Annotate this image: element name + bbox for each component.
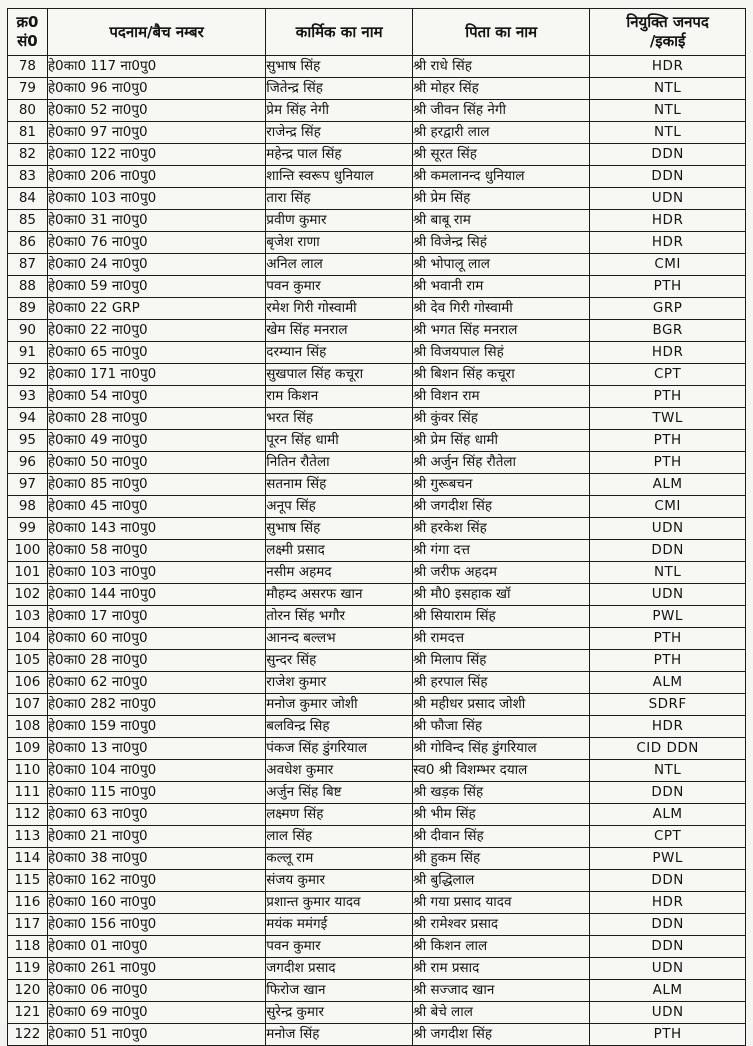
cell-father-name: श्री हुकम सिंह — [413, 848, 590, 870]
table-row — [8, 474, 746, 496]
cell-designation: हे0का0 85 ना0पु0 — [47, 474, 265, 496]
cell-father-name: श्री राधे सिंह — [413, 56, 590, 78]
cell-father-name: श्री सज्जाद खान — [413, 980, 590, 1002]
cell-serial-number: 89 — [8, 298, 48, 320]
cell-designation: हे0का0 144 ना0पु0 — [47, 584, 265, 606]
table-row — [8, 408, 746, 430]
cell-father-name: श्री जगदीश सिंह — [413, 1024, 590, 1046]
cell-designation: हे0का0 103 ना0पु0 — [47, 562, 265, 584]
cell-designation: हे0का0 206 ना0पु0 — [47, 166, 265, 188]
cell-posting-unit: ALM — [590, 672, 746, 694]
cell-serial-number: 120 — [8, 980, 48, 1002]
cell-posting-unit: CPT — [590, 364, 746, 386]
cell-serial-number: 90 — [8, 320, 48, 342]
cell-father-name: श्री सियाराम सिंह — [413, 606, 590, 628]
cell-posting-unit: CMI — [590, 496, 746, 518]
cell-serial-number: 107 — [8, 694, 48, 716]
table-row — [8, 452, 746, 474]
cell-father-name: श्री अर्जुन सिंह रौतेला — [413, 452, 590, 474]
table-row — [8, 166, 746, 188]
cell-personnel-name: मनोज सिंह — [266, 1024, 413, 1046]
cell-personnel-name: सतनाम सिंह — [266, 474, 413, 496]
cell-designation: हे0का0 58 ना0पु0 — [47, 540, 265, 562]
cell-serial-number: 82 — [8, 144, 48, 166]
cell-designation: हे0का0 31 ना0पु0 — [47, 210, 265, 232]
cell-father-name: श्री विजेन्द्र सिहं — [413, 232, 590, 254]
table-body — [8, 56, 746, 1046]
table-row — [8, 210, 746, 232]
table-row — [8, 276, 746, 298]
cell-personnel-name: प्रशान्त कुमार यादव — [266, 892, 413, 914]
cell-father-name: श्री हरपाल सिंह — [413, 672, 590, 694]
cell-serial-number: 121 — [8, 1002, 48, 1024]
cell-serial-number: 80 — [8, 100, 48, 122]
cell-father-name: श्री मोहर सिंह — [413, 78, 590, 100]
col-header-posting-district-unit — [590, 9, 746, 56]
cell-personnel-name: अवधेश कुमार — [266, 760, 413, 782]
cell-posting-unit: CID DDN — [590, 738, 746, 760]
cell-serial-number: 100 — [8, 540, 48, 562]
cell-posting-unit: HDR — [590, 716, 746, 738]
cell-personnel-name: प्रेम सिंह नेगी — [266, 100, 413, 122]
cell-posting-unit: ALM — [590, 804, 746, 826]
cell-serial-number: 104 — [8, 628, 48, 650]
cell-designation: हे0का0 104 ना0पु0 — [47, 760, 265, 782]
header-row — [8, 9, 746, 56]
table-row — [8, 78, 746, 100]
table-row — [8, 562, 746, 584]
table-row — [8, 1024, 746, 1046]
cell-designation: हे0का0 96 ना0पु0 — [47, 78, 265, 100]
cell-father-name: श्री जीवन सिंह नेगी — [413, 100, 590, 122]
table-row — [8, 892, 746, 914]
table-row — [8, 342, 746, 364]
cell-designation: हे0का0 160 ना0पु0 — [47, 892, 265, 914]
cell-posting-unit: UDN — [590, 518, 746, 540]
cell-personnel-name: पवन कुमार — [266, 276, 413, 298]
cell-posting-unit: CMI — [590, 254, 746, 276]
cell-father-name: श्री रामदत्त — [413, 628, 590, 650]
cell-posting-unit: PTH — [590, 276, 746, 298]
cell-posting-unit: PWL — [590, 606, 746, 628]
table-row — [8, 496, 746, 518]
cell-serial-number: 92 — [8, 364, 48, 386]
cell-personnel-name: जितेन्द्र सिंह — [266, 78, 413, 100]
cell-serial-number: 87 — [8, 254, 48, 276]
cell-personnel-name: पूरन सिंह धामी — [266, 430, 413, 452]
cell-designation: हे0का0 143 ना0पु0 — [47, 518, 265, 540]
cell-serial-number: 84 — [8, 188, 48, 210]
cell-posting-unit: NTL — [590, 78, 746, 100]
cell-personnel-name: लक्ष्मी प्रसाद — [266, 540, 413, 562]
cell-designation: हे0का0 69 ना0पु0 — [47, 1002, 265, 1024]
cell-designation: हे0का0 06 ना0पु0 — [47, 980, 265, 1002]
cell-posting-unit: NTL — [590, 562, 746, 584]
cell-father-name: श्री गुरूबचन — [413, 474, 590, 496]
cell-posting-unit: BGR — [590, 320, 746, 342]
cell-father-name: श्री महीधर प्रसाद जोशी — [413, 694, 590, 716]
cell-personnel-name: मनोज कुमार जोशी — [266, 694, 413, 716]
cell-posting-unit: UDN — [590, 958, 746, 980]
table-row — [8, 144, 746, 166]
cell-designation: हे0का0 171 ना0पु0 — [47, 364, 265, 386]
cell-posting-unit: DDN — [590, 782, 746, 804]
cell-posting-unit: PWL — [590, 848, 746, 870]
table-row — [8, 870, 746, 892]
table-row — [8, 540, 746, 562]
cell-posting-unit: UDN — [590, 1002, 746, 1024]
cell-posting-unit: PTH — [590, 628, 746, 650]
cell-father-name: श्री किशन लाल — [413, 936, 590, 958]
table-row — [8, 980, 746, 1002]
cell-posting-unit: DDN — [590, 914, 746, 936]
cell-serial-number: 105 — [8, 650, 48, 672]
cell-serial-number: 79 — [8, 78, 48, 100]
table-row — [8, 56, 746, 78]
cell-father-name: श्री गंगा दत्त — [413, 540, 590, 562]
cell-father-name: श्री मिलाप सिंह — [413, 650, 590, 672]
table-row — [8, 650, 746, 672]
cell-personnel-name: मौहम्द असरफ खान — [266, 584, 413, 606]
cell-father-name: श्री भवानी राम — [413, 276, 590, 298]
cell-designation: हे0का0 103 ना0पु0 — [47, 188, 265, 210]
cell-posting-unit: NTL — [590, 760, 746, 782]
col-header-personnel-name: कार्मिक का नाम — [266, 9, 413, 56]
cell-serial-number: 98 — [8, 496, 48, 518]
cell-designation: हे0का0 60 ना0पु0 — [47, 628, 265, 650]
cell-serial-number: 88 — [8, 276, 48, 298]
cell-personnel-name: सुखपाल सिंह कचूरा — [266, 364, 413, 386]
cell-father-name: श्री बुद्धिलाल — [413, 870, 590, 892]
cell-posting-unit: DDN — [590, 166, 746, 188]
cell-posting-unit: PTH — [590, 650, 746, 672]
cell-serial-number: 114 — [8, 848, 48, 870]
serial-header-line1: क्र0 — [16, 13, 39, 32]
table-row — [8, 254, 746, 276]
cell-personnel-name: नसीम अहमद — [266, 562, 413, 584]
cell-posting-unit: ALM — [590, 980, 746, 1002]
cell-designation: हे0का0 97 ना0पु0 — [47, 122, 265, 144]
cell-serial-number: 83 — [8, 166, 48, 188]
cell-posting-unit: CPT — [590, 826, 746, 848]
table-row — [8, 760, 746, 782]
cell-father-name: श्री सूरत सिंह — [413, 144, 590, 166]
cell-serial-number: 91 — [8, 342, 48, 364]
table-row — [8, 694, 746, 716]
cell-personnel-name: लक्ष्मण सिंह — [266, 804, 413, 826]
cell-father-name: श्री जगदीश सिंह — [413, 496, 590, 518]
cell-father-name: श्री हरकेश सिंह — [413, 518, 590, 540]
table-row — [8, 122, 746, 144]
cell-designation: हे0का0 65 ना0पु0 — [47, 342, 265, 364]
cell-serial-number: 108 — [8, 716, 48, 738]
cell-personnel-name: महेन्द्र पाल सिंह — [266, 144, 413, 166]
cell-posting-unit: DDN — [590, 144, 746, 166]
cell-posting-unit: NTL — [590, 122, 746, 144]
cell-designation: हे0का0 51 ना0पु0 — [47, 1024, 265, 1046]
serial-header-line2: सं0 — [17, 32, 38, 50]
cell-father-name: स्व0 श्री विशम्भर दयाल — [413, 760, 590, 782]
cell-personnel-name: पंकज सिंह डुंगरियाल — [266, 738, 413, 760]
cell-designation: हे0का0 38 ना0पु0 — [47, 848, 265, 870]
cell-posting-unit: GRP — [590, 298, 746, 320]
cell-designation: हे0का0 54 ना0पु0 — [47, 386, 265, 408]
cell-serial-number: 101 — [8, 562, 48, 584]
table-row — [8, 914, 746, 936]
cell-father-name: श्री बेचे लाल — [413, 1002, 590, 1024]
table-row — [8, 430, 746, 452]
cell-father-name: श्री राम प्रसाद — [413, 958, 590, 980]
cell-personnel-name: सुभाष सिंह — [266, 518, 413, 540]
cell-serial-number: 116 — [8, 892, 48, 914]
cell-designation: हे0का0 52 ना0पु0 — [47, 100, 265, 122]
cell-serial-number: 103 — [8, 606, 48, 628]
cell-posting-unit: UDN — [590, 584, 746, 606]
cell-father-name: श्री बिशन सिंह कचूरा — [413, 364, 590, 386]
cell-designation: हे0का0 159 ना0पु0 — [47, 716, 265, 738]
cell-posting-unit: HDR — [590, 342, 746, 364]
cell-designation: हे0का0 01 ना0पु0 — [47, 936, 265, 958]
cell-serial-number: 117 — [8, 914, 48, 936]
cell-personnel-name: शान्ति स्वरूप धुनियाल — [266, 166, 413, 188]
table-row — [8, 738, 746, 760]
cell-designation: हे0का0 22 GRP — [47, 298, 265, 320]
cell-designation: हे0का0 76 ना0पु0 — [47, 232, 265, 254]
cell-serial-number: 96 — [8, 452, 48, 474]
cell-designation: हे0का0 261 ना0पु0 — [47, 958, 265, 980]
unit-header-line2: /इकाई — [649, 32, 686, 50]
cell-personnel-name: भरत सिंह — [266, 408, 413, 430]
cell-serial-number: 86 — [8, 232, 48, 254]
cell-personnel-name: नितिन रौतेला — [266, 452, 413, 474]
cell-serial-number: 85 — [8, 210, 48, 232]
cell-father-name: श्री भीम सिंह — [413, 804, 590, 826]
col-header-serial-number — [8, 9, 48, 56]
cell-father-name: श्री खड़क सिंह — [413, 782, 590, 804]
cell-father-name: श्री प्रेम सिंह — [413, 188, 590, 210]
cell-personnel-name: सुभाष सिंह — [266, 56, 413, 78]
cell-serial-number: 109 — [8, 738, 48, 760]
cell-father-name: श्री भोपालू लाल — [413, 254, 590, 276]
cell-father-name: श्री फौजा सिंह — [413, 716, 590, 738]
cell-posting-unit: PTH — [590, 452, 746, 474]
cell-personnel-name: कल्लू राम — [266, 848, 413, 870]
cell-designation: हे0का0 117 ना0पु0 — [47, 56, 265, 78]
cell-serial-number: 78 — [8, 56, 48, 78]
cell-father-name: श्री कमलानन्द धुनियाल — [413, 166, 590, 188]
cell-father-name: श्री कुंवर सिंह — [413, 408, 590, 430]
cell-posting-unit: DDN — [590, 540, 746, 562]
table-row — [8, 100, 746, 122]
cell-designation: हे0का0 13 ना0पु0 — [47, 738, 265, 760]
table-row — [8, 804, 746, 826]
cell-serial-number: 115 — [8, 870, 48, 892]
cell-designation: हे0का0 162 ना0पु0 — [47, 870, 265, 892]
table-row — [8, 826, 746, 848]
cell-posting-unit: HDR — [590, 892, 746, 914]
cell-designation: हे0का0 17 ना0पु0 — [47, 606, 265, 628]
cell-serial-number: 94 — [8, 408, 48, 430]
table-row — [8, 518, 746, 540]
table-row — [8, 936, 746, 958]
cell-posting-unit: PTH — [590, 430, 746, 452]
cell-serial-number: 95 — [8, 430, 48, 452]
cell-personnel-name: बृजेश राणा — [266, 232, 413, 254]
table-row — [8, 188, 746, 210]
table-row — [8, 606, 746, 628]
table-row — [8, 320, 746, 342]
cell-designation: हे0का0 50 ना0पु0 — [47, 452, 265, 474]
cell-personnel-name: प्रवीण कुमार — [266, 210, 413, 232]
cell-designation: हे0का0 24 ना0पु0 — [47, 254, 265, 276]
cell-serial-number: 110 — [8, 760, 48, 782]
cell-personnel-name: आनन्द बल्लभ — [266, 628, 413, 650]
cell-designation: हे0का0 45 ना0पु0 — [47, 496, 265, 518]
cell-personnel-name: पवन कुमार — [266, 936, 413, 958]
cell-father-name: श्री हरद्वारी लाल — [413, 122, 590, 144]
cell-personnel-name: खेम सिंह मनराल — [266, 320, 413, 342]
unit-header-line1: नियुक्ति जनपद — [626, 13, 709, 32]
table-row — [8, 298, 746, 320]
cell-serial-number: 102 — [8, 584, 48, 606]
cell-serial-number: 122 — [8, 1024, 48, 1046]
cell-father-name: श्री भगत सिंह मनराल — [413, 320, 590, 342]
cell-personnel-name: राजेश कुमार — [266, 672, 413, 694]
cell-designation: हे0का0 49 ना0पु0 — [47, 430, 265, 452]
cell-designation: हे0का0 115 ना0पु0 — [47, 782, 265, 804]
cell-serial-number: 112 — [8, 804, 48, 826]
cell-designation: हे0का0 282 ना0पु0 — [47, 694, 265, 716]
cell-designation: हे0का0 156 ना0पु0 — [47, 914, 265, 936]
cell-designation: हे0का0 59 ना0पु0 — [47, 276, 265, 298]
cell-designation: हे0का0 62 ना0पु0 — [47, 672, 265, 694]
cell-posting-unit: PTH — [590, 386, 746, 408]
cell-posting-unit: HDR — [590, 210, 746, 232]
cell-father-name: श्री दीवान सिंह — [413, 826, 590, 848]
cell-personnel-name: सुरेन्द्र कुमार — [266, 1002, 413, 1024]
cell-personnel-name: अनिल लाल — [266, 254, 413, 276]
cell-personnel-name: फिरोज खान — [266, 980, 413, 1002]
table-row — [8, 628, 746, 650]
cell-serial-number: 113 — [8, 826, 48, 848]
table-row — [8, 716, 746, 738]
cell-posting-unit: PTH — [590, 1024, 746, 1046]
cell-designation: हे0का0 22 ना0पु0 — [47, 320, 265, 342]
cell-personnel-name: तारा सिंह — [266, 188, 413, 210]
table-row — [8, 672, 746, 694]
table-row — [8, 848, 746, 870]
table-row — [8, 232, 746, 254]
cell-posting-unit: ALM — [590, 474, 746, 496]
cell-serial-number: 106 — [8, 672, 48, 694]
table-row — [8, 364, 746, 386]
cell-designation: हे0का0 28 ना0पु0 — [47, 650, 265, 672]
cell-serial-number: 97 — [8, 474, 48, 496]
cell-personnel-name: तोरन सिंह भगौर — [266, 606, 413, 628]
cell-posting-unit: UDN — [590, 188, 746, 210]
cell-father-name: श्री विशन राम — [413, 386, 590, 408]
cell-posting-unit: TWL — [590, 408, 746, 430]
cell-father-name: श्री देव गिरी गोस्वामी — [413, 298, 590, 320]
cell-personnel-name: दरम्यान सिंह — [266, 342, 413, 364]
cell-posting-unit: DDN — [590, 870, 746, 892]
cell-father-name: श्री रामेश्वर प्रसाद — [413, 914, 590, 936]
cell-designation: हे0का0 63 ना0पु0 — [47, 804, 265, 826]
cell-designation: हे0का0 21 ना0पु0 — [47, 826, 265, 848]
cell-personnel-name: सुन्दर सिंह — [266, 650, 413, 672]
table-row — [8, 1002, 746, 1024]
cell-personnel-name: संजय कुमार — [266, 870, 413, 892]
cell-personnel-name: अनूप सिंह — [266, 496, 413, 518]
cell-personnel-name: राम किशन — [266, 386, 413, 408]
cell-personnel-name: मयंक ममंगई — [266, 914, 413, 936]
cell-father-name: श्री प्रेम सिंह धामी — [413, 430, 590, 452]
cell-personnel-name: जगदीश प्रसाद — [266, 958, 413, 980]
cell-posting-unit: SDRF — [590, 694, 746, 716]
cell-serial-number: 111 — [8, 782, 48, 804]
cell-personnel-name: रमेश गिरी गोस्वामी — [266, 298, 413, 320]
cell-father-name: श्री मौ0 इसहाक खॉ — [413, 584, 590, 606]
cell-father-name: श्री जरीफ अहदम — [413, 562, 590, 584]
cell-designation: हे0का0 28 ना0पु0 — [47, 408, 265, 430]
cell-posting-unit: NTL — [590, 100, 746, 122]
personnel-roster-table — [7, 8, 746, 1046]
cell-father-name: श्री विजयपाल सिहं — [413, 342, 590, 364]
cell-father-name: श्री गया प्रसाद यादव — [413, 892, 590, 914]
cell-serial-number: 119 — [8, 958, 48, 980]
cell-designation: हे0का0 122 ना0पु0 — [47, 144, 265, 166]
cell-posting-unit: HDR — [590, 232, 746, 254]
cell-serial-number: 99 — [8, 518, 48, 540]
table-row — [8, 386, 746, 408]
col-header-father-name: पिता का नाम — [413, 9, 590, 56]
cell-personnel-name: अर्जुन सिंह बिष्ट — [266, 782, 413, 804]
table-row — [8, 584, 746, 606]
cell-posting-unit: HDR — [590, 56, 746, 78]
cell-personnel-name: लाल सिंह — [266, 826, 413, 848]
cell-serial-number: 93 — [8, 386, 48, 408]
col-header-designation-batch: पदनाम/बैच नम्बर — [47, 9, 265, 56]
table-row — [8, 958, 746, 980]
cell-father-name: श्री गोविन्द सिंह डुंगरियाल — [413, 738, 590, 760]
table-row — [8, 782, 746, 804]
cell-personnel-name: राजेन्द्र सिंह — [266, 122, 413, 144]
cell-posting-unit: DDN — [590, 936, 746, 958]
cell-serial-number: 81 — [8, 122, 48, 144]
cell-father-name: श्री बाबू राम — [413, 210, 590, 232]
cell-personnel-name: बलविन्द्र सिह — [266, 716, 413, 738]
cell-serial-number: 118 — [8, 936, 48, 958]
